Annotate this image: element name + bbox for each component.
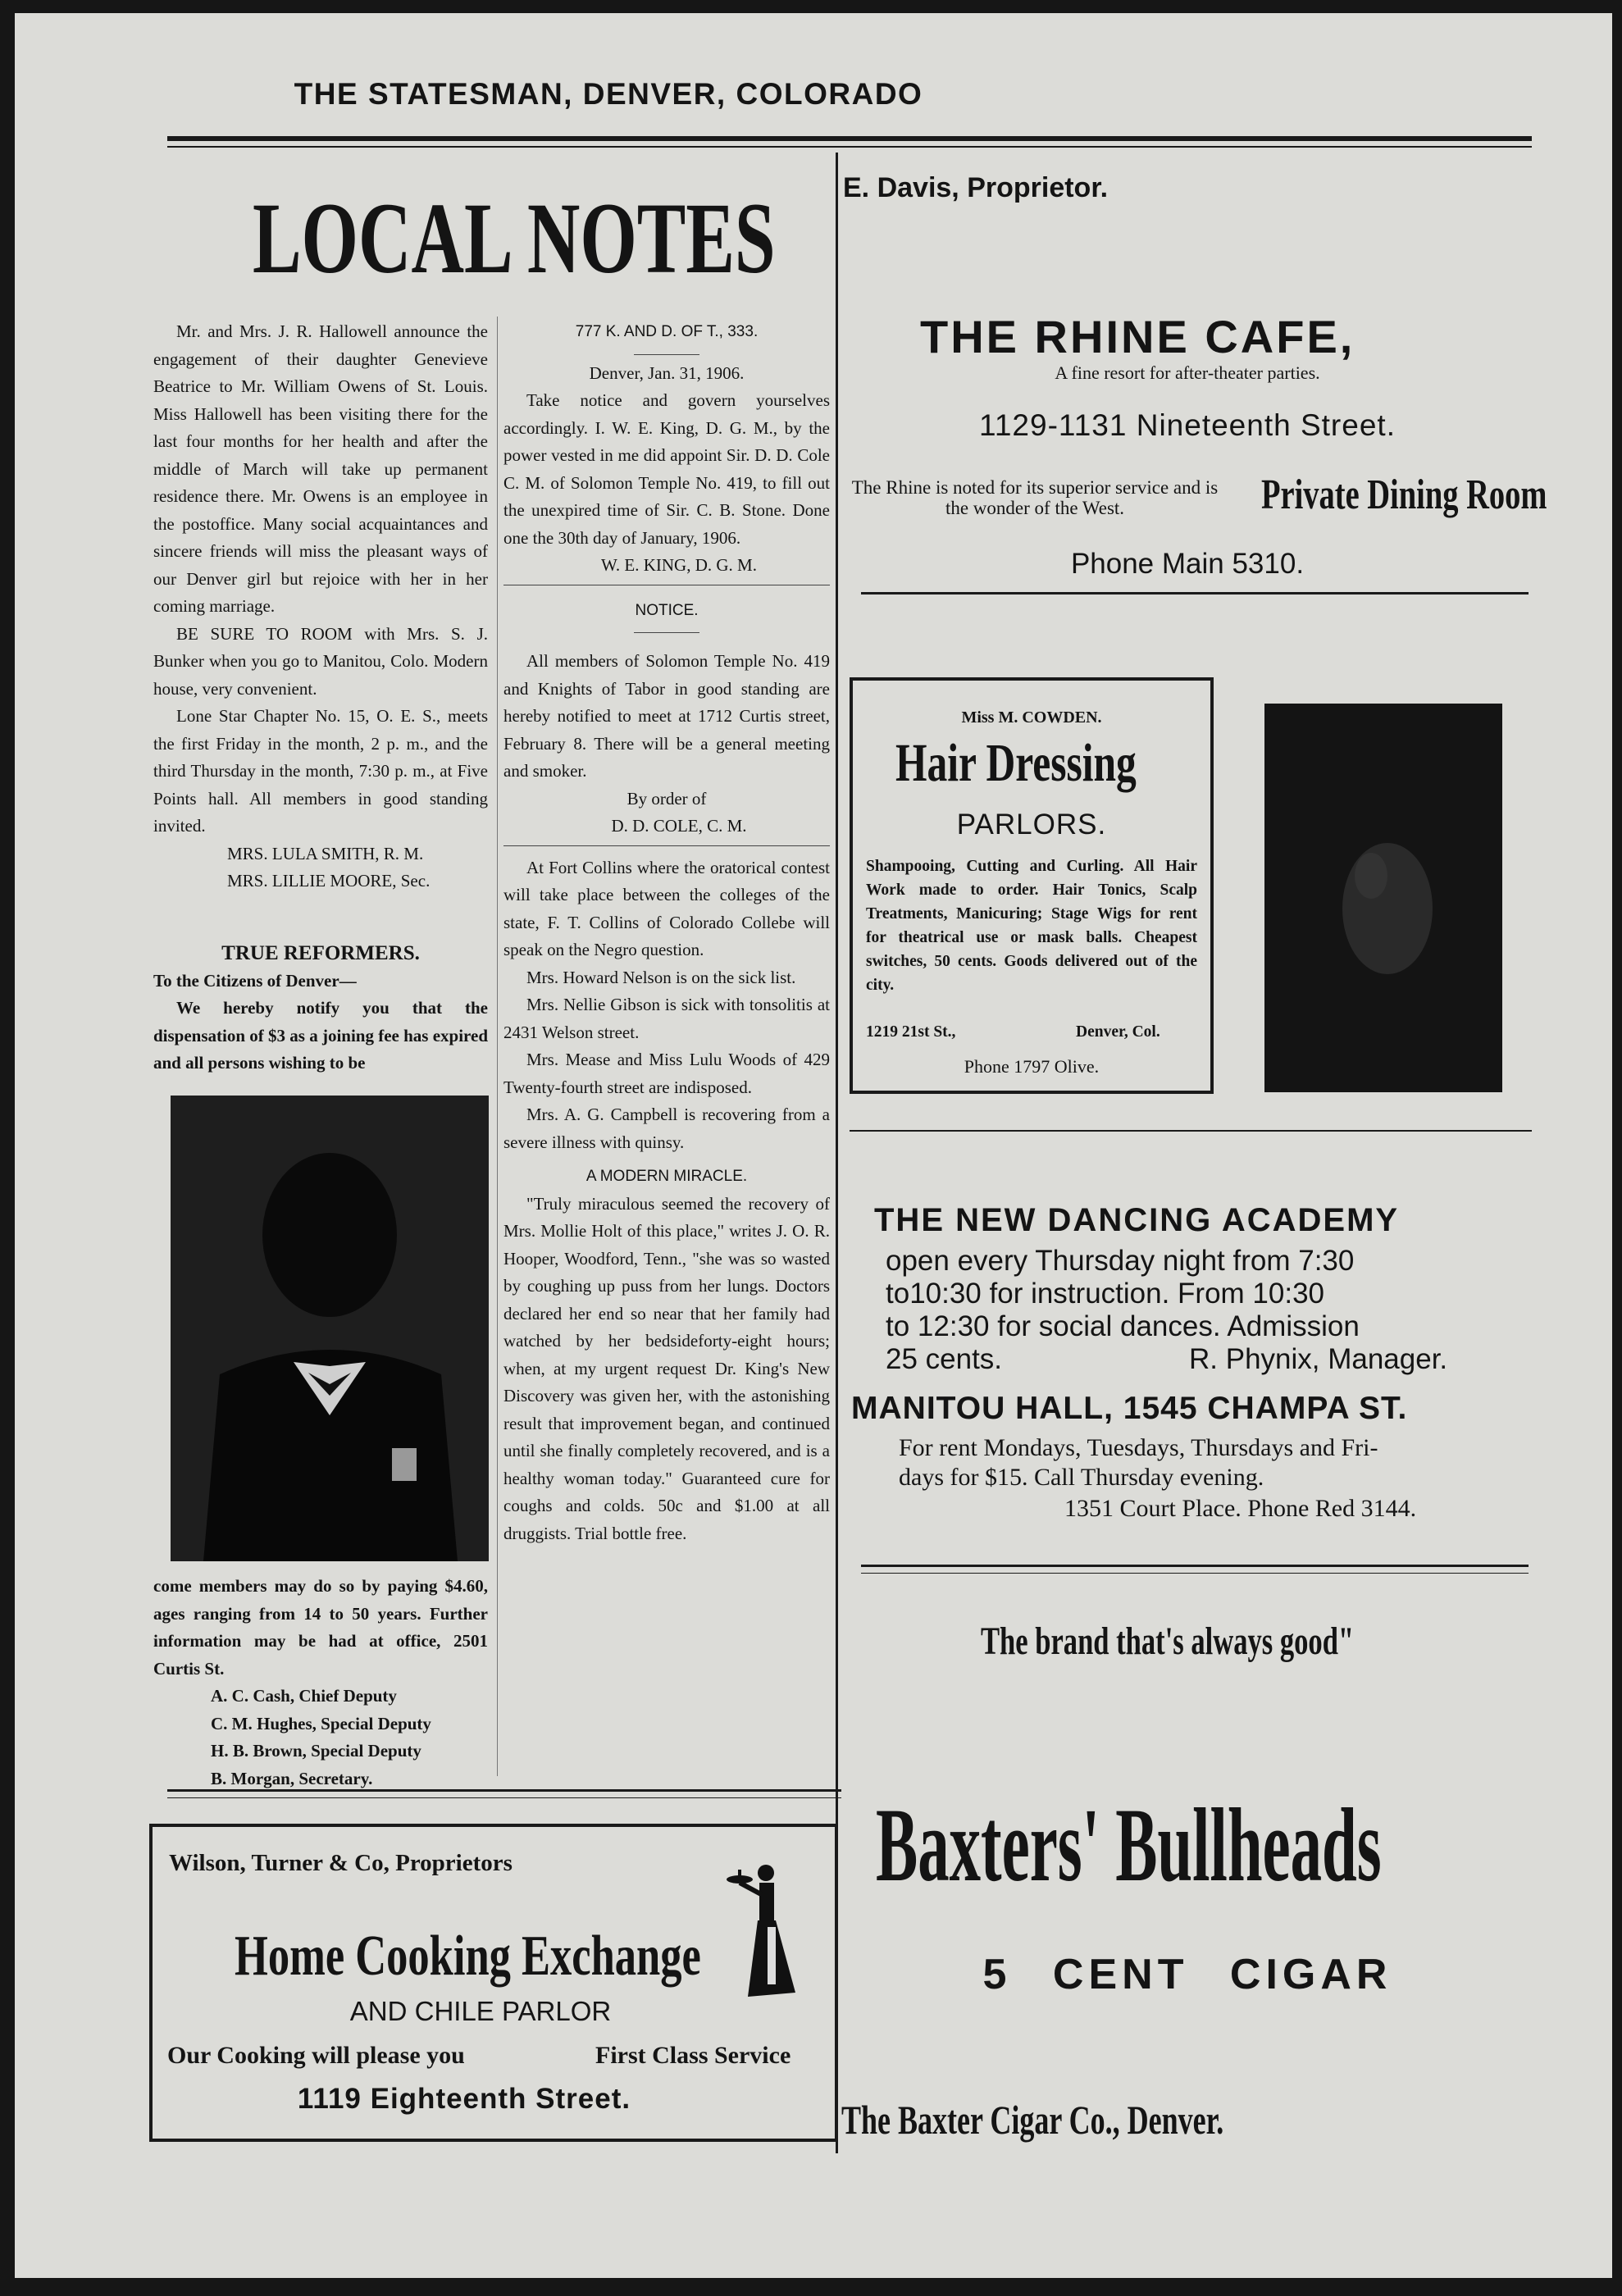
- lone-star-note: Lone Star Chapter No. 15, O. E. S., meets the first Friday in the month, 2 p. m., and the third Thursday in the month, 7:30 p. m., at Five Points hall. All members in good standing invited.: [153, 706, 488, 836]
- home-cooking-title: Home Cooking Exchange: [235, 1925, 701, 1988]
- dancing-admission: 25 cents.: [886, 1343, 1003, 1375]
- column-divider-1: [497, 317, 498, 1776]
- hair-dressing-city: Denver, Col.: [1076, 1023, 1160, 1041]
- reformers-signature-3: H. B. Brown, Special Deputy: [211, 1741, 421, 1761]
- rhine-name: THE RHINE CAFE,: [920, 311, 1355, 362]
- baxter-company: The Baxter Cigar Co., Denver.: [841, 2097, 1224, 2143]
- hair-dressing-services: Shampooing, Cutting and Curling. All Hair Work made to order. Hair Tonics, Scalp Treatments, Manicuring; Stage Wigs for rent for theatrical use or mask balls. Cheapest switches, 50 cents. Goods delivered out of the city.: [866, 858, 1197, 994]
- baxter-slogan: The brand that's always good": [981, 1620, 1355, 1663]
- bottom-rule-thin: [167, 1797, 841, 1798]
- cowden-name: Miss M. COWDEN.: [961, 708, 1102, 727]
- dancing-rule: [861, 1565, 1529, 1567]
- manitou-hall: MANITOU HALL, 1545 CHAMPA ST.: [851, 1391, 1408, 1426]
- dancing-rule-thin: [861, 1573, 1529, 1574]
- fort-collins-note: At Fort Collins where the oratorical contest will take place between the colleges of the state, F. T. Collins of Colorado Collebe will speak on the Negro question.: [503, 857, 830, 959]
- hair-dressing-subtitle: PARLORS.: [956, 809, 1107, 840]
- nelson-note: Mrs. Howard Nelson is on the sick list.: [526, 967, 796, 987]
- rhine-note: The Rhine is noted for its superior service and is the wonder of the West.: [851, 477, 1219, 518]
- cowden-rule: [850, 1130, 1532, 1132]
- home-cooking-subtitle: AND CHILE PARLOR: [349, 1996, 612, 2026]
- column-1-text: [153, 318, 488, 895]
- reformers-text-1: We hereby notify you that the dispensation of $3 as a joining fee has expired and all persons wishing to be: [153, 998, 488, 1073]
- dark-photo: [1264, 704, 1502, 1092]
- dancing-line-1: open every Thursday night from 7:30: [886, 1245, 1355, 1277]
- reformers-signature-2: C. M. Hughes, Special Deputy: [211, 1713, 431, 1733]
- reformers-block-2: [153, 1573, 488, 1793]
- masthead-rule-thin: [167, 146, 1532, 148]
- dark-photo-figure: [1264, 704, 1502, 1092]
- portrait-figure: [171, 1096, 489, 1561]
- baxter-cigar: 5 CENT CIGAR: [982, 1951, 1392, 1998]
- lone-star-signature-2: MRS. LILLIE MOORE, Sec.: [227, 871, 431, 891]
- rhine-rule: [861, 592, 1529, 594]
- notice-body: All members of Solomon Temple No. 419 and Knights of Tabor in good standing are hereby notified to meet at 1712 Curtis street, February 8. There will be a general meeting and smoker.: [503, 651, 830, 781]
- notice-signature: D. D. COLE, C. M.: [611, 816, 747, 836]
- masthead: THE STATESMAN, DENVER, COLORADO: [294, 77, 923, 111]
- home-cooking-address: 1119 Eighteenth Street.: [297, 2083, 631, 2115]
- rhine-tagline: A fine resort for after-theater parties.: [1055, 362, 1320, 383]
- local-notes-title: LOCAL NOTES: [253, 182, 776, 294]
- kdt-signature: W. E. KING, D. G. M.: [601, 555, 757, 575]
- hair-dressing-ad: [850, 677, 1214, 1094]
- reformers-signature-1: A. C. Cash, Chief Deputy: [211, 1686, 397, 1706]
- rhine-address: 1129-1131 Nineteenth Street.: [979, 408, 1396, 442]
- hair-dressing-address: 1219 21st St.,: [866, 1023, 956, 1041]
- baxter-brand: Baxters' Bullheads: [876, 1787, 1382, 1903]
- column-2-text: [503, 318, 830, 1547]
- hallowell-note: Mr. and Mrs. J. R. Hallowell announce the engagement of their daughter Genevieve Beatrice to Mr. William Owens of St. Louis. Miss Hallowell has been visiting there for the last four months for her health and after the middle of March will take up permanent residence there. Mr. Owens is an employee in the postoffice. Many social acquaintances and sincere friends will miss the pleasant ways of our Denver girl but rejoice with her in her coming marriage.: [153, 321, 488, 616]
- notice-heading: NOTICE.: [635, 601, 699, 619]
- dancing-title: THE NEW DANCING ACADEMY: [874, 1202, 1400, 1238]
- lone-star-signature-1: MRS. LULA SMITH, R. M.: [227, 843, 424, 863]
- rhine-phone: Phone Main 5310.: [1070, 548, 1305, 580]
- notice-order: By order of: [626, 788, 707, 809]
- hair-dressing-title: Hair Dressing: [895, 733, 1137, 793]
- manitou-rent-2: days for $15. Call Thursday evening.: [899, 1464, 1264, 1491]
- reformers-salutation: To the Citizens of Denver—: [153, 970, 357, 991]
- kdt-body: Take notice and govern yourselves accordingly. I. W. E. King, D. G. M., by the power vested in me did appoint Sir. D. D. Cole C. M. of Solomon Temple No. 419, to fill out the unexpired time of Sir. C. B. Stone. Done one the 30th day of January, 1906.: [503, 390, 830, 548]
- hair-dressing-phone: Phone 1797 Olive.: [964, 1056, 1100, 1077]
- home-cooking-right-tagline: First Class Service: [595, 2042, 791, 2069]
- dancing-manager: R. Phynix, Manager.: [1189, 1343, 1448, 1375]
- mease-note: Mrs. Mease and Miss Lulu Woods of 429 Twenty-fourth street are indisposed.: [503, 1050, 830, 1097]
- reformers-text-2: come members may do so by paying $4.60, ages ranging from 14 to 50 years. Further information may be had at office, 2501 Curtis St.: [153, 1576, 488, 1679]
- masthead-rule: [167, 136, 1532, 141]
- home-cooking-ad: [149, 1824, 838, 2142]
- miracle-heading: A MODERN MIRACLE.: [585, 1168, 748, 1185]
- bottom-rule: [167, 1789, 841, 1792]
- miracle-body: "Truly miraculous seemed the recovery of Mrs. Mollie Holt of this place," writes J. O. R. Hooper, Woodford, Tenn., "she was so wasted by coughing up puss from her lungs. Doctors declared her end so near that her family had watched by her bedsideforty-eight hours; when, at my urgent request Dr. King's New Discovery was given her, with the astonishing result that improvement began, and continued until she finally completely recovered, and is a healthy woman today." Guaranteed cure for coughs and colds. 50c and $1.00 at all druggists. Trial bottle free.: [503, 1193, 830, 1543]
- portrait-photo: [171, 1096, 489, 1561]
- dancing-line-3: to 12:30 for social dances. Admission: [886, 1310, 1360, 1342]
- manitou-address: 1351 Court Place. Phone Red 3144.: [1064, 1495, 1417, 1522]
- campbell-note: Mrs. A. G. Campbell is recovering from a severe illness with quinsy.: [503, 1105, 830, 1152]
- gibson-note: Mrs. Nellie Gibson is sick with tonsolitis at 2431 Welson street.: [503, 995, 830, 1042]
- reformers-title: TRUE REFORMERS.: [221, 942, 420, 964]
- rhine-proprietor: E. Davis, Proprietor.: [843, 172, 1109, 203]
- manitou-rent-1: For rent Mondays, Tuesdays, Thursdays and Fri-: [899, 1434, 1378, 1461]
- reformers-signature-4: B. Morgan, Secretary.: [211, 1768, 373, 1788]
- waiter-icon: [727, 1861, 800, 2005]
- home-cooking-left-tagline: Our Cooking will please you: [167, 2042, 465, 2069]
- home-cooking-proprietors: Wilson, Turner & Co, Proprietors: [169, 1850, 513, 1876]
- bunker-note: BE SURE TO ROOM with Mrs. S. J. Bunker when you go to Manitou, Colo. Modern house, very convenient.: [153, 623, 488, 699]
- kdt-heading: 777 K. AND D. OF T., 333.: [575, 323, 759, 340]
- newspaper-page: [15, 13, 1612, 2278]
- reformers-block-1: [153, 940, 488, 1077]
- rhine-private-dining: Private Dining Room: [1261, 472, 1547, 518]
- dancing-line-2: to10:30 for instruction. From 10:30: [886, 1278, 1324, 1310]
- kdt-dateline: Denver, Jan. 31, 1906.: [589, 362, 745, 383]
